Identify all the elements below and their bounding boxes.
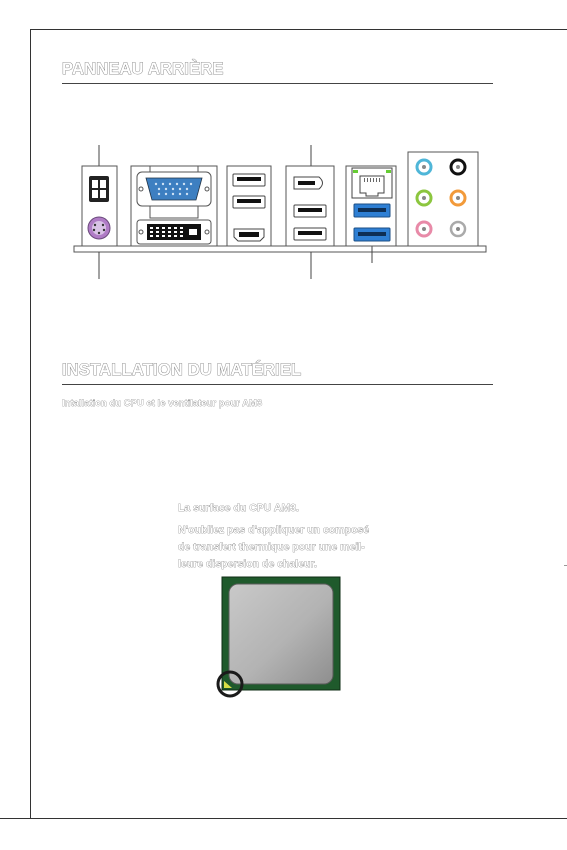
cpu-chip-icon [222, 577, 340, 690]
cpu-surface-caption: La surface du CPU AM3. [178, 502, 299, 514]
cpu-install-subheading: Intallation du CPU et le ventilateur pour AM3 [62, 398, 263, 409]
rear-panel-title: PANNEAU ARRIÈRE [62, 60, 224, 78]
cpu-note-line-3: leure dispersion de chaleur. [178, 558, 317, 570]
cpu-note-line-1: N'oubliez pas d'appliquer un composé [178, 524, 370, 536]
install-title: INSTALLATION DU MATÉRIEL [62, 361, 302, 379]
cpu-note-line-2: de transfert thermique pour une meil- [178, 541, 365, 553]
